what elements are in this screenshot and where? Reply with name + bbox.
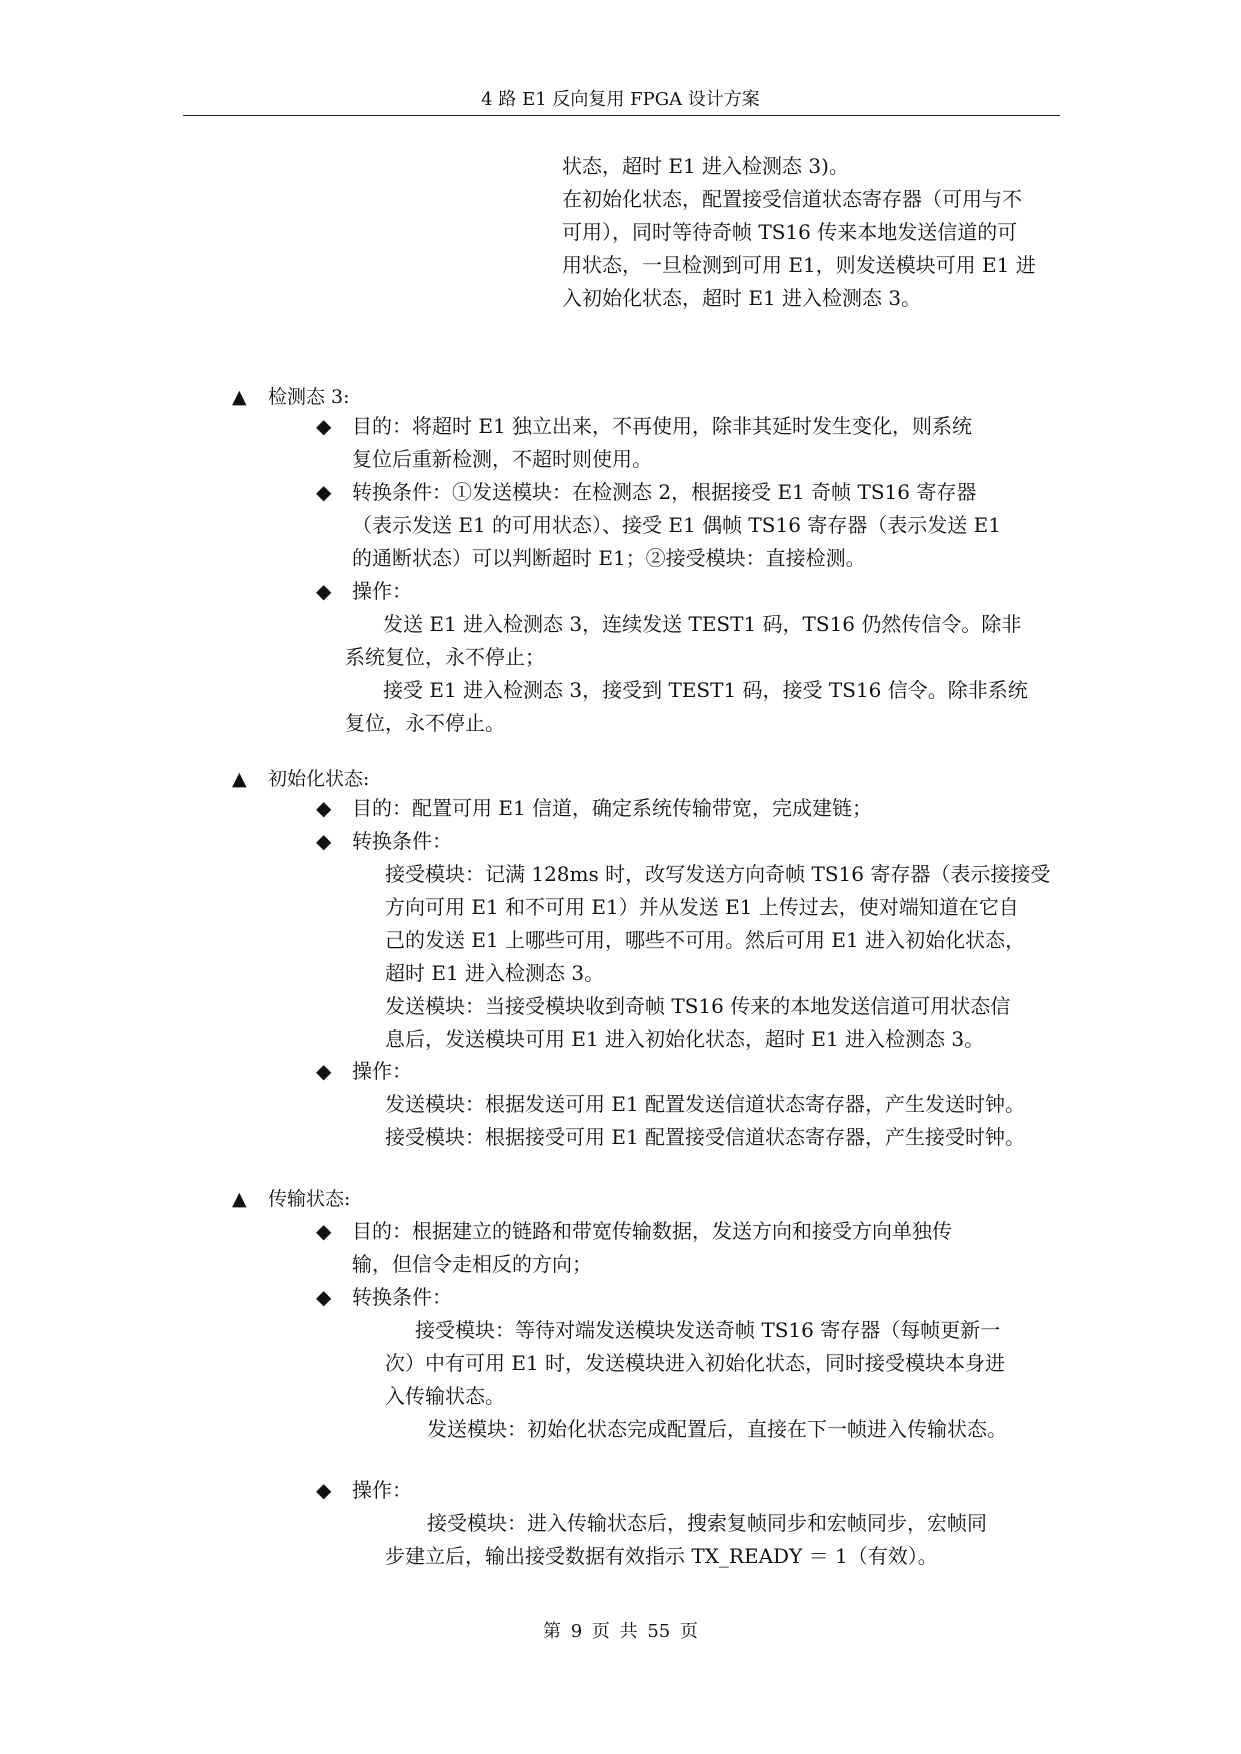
top-line: 状态，超时 E1 进入检测态 3)。 (562, 154, 849, 178)
diamond-bullet-icon: ◆ (316, 480, 332, 504)
header-rule (183, 115, 1060, 116)
triangle-bullet-icon: ▲ (232, 386, 247, 408)
list-item: ◆ 目的：根据建立的链路和带宽传输数据，发送方向和接受方向单独传 输，但信令走相反的方向； (352, 1215, 1062, 1281)
list-item: ◆ 转换条件：①发送模块：在检测态 2，根据接受 E1 奇帧 TS16 寄存器 （表示发送 E1 的可用状态）、接受 E1 偶帧 TS16 寄存器（表示发送 E1 的通断状态）可以判断超时 E1；②接受模块：直接检测。 (352, 476, 1062, 575)
diamond-bullet-icon: ◆ (316, 829, 332, 853)
diamond-bullet-icon: ◆ (316, 1478, 332, 1502)
diamond-bullet-icon: ◆ (316, 1285, 332, 1309)
transfer-operation: 接受模块：进入传输状态后，搜索复帧同步和宏帧同步，宏帧同 步建立后，输出接受数据有效指示 TX_READY ＝ 1（有效）。 (385, 1511, 987, 1568)
triangle-bullet-icon: ▲ (232, 768, 247, 790)
diamond-bullet-icon: ◆ (316, 1059, 332, 1083)
list-item: ◆ 转换条件： (352, 825, 452, 858)
init-condition: 接受模块：记满 128ms 时，改写发送方向奇帧 TS16 寄存器（表示接接受 方向可用 E1 和不可用 E1）并从发送 E1 上传过去，使对端知道在它自 己的发送 E1 上哪些可用，哪些不可用。然后可用 E1 进入初始化状态， 超时 E1 进入检测态 3。 发送模块：当接受模块收到奇帧 TS16 传来的本地发送信道可用状态信 息后，发送模块可用 E1 进入初始化状态，超时 E1 进入检测态 3。 (385, 862, 1051, 1051)
triangle-bullet-icon: ▲ (232, 1188, 247, 1210)
top-continuation (562, 150, 1062, 315)
page-number: 第 9 页 共 55 页 (543, 1621, 698, 1642)
diamond-bullet-icon: ◆ (316, 1219, 332, 1243)
list-item: ◆ 操作： (352, 1055, 412, 1088)
list-item: ◆ 目的：配置可用 E1 信道，确定系统传输带宽，完成建链； (352, 792, 872, 825)
page-header: 4 路 E1 反向复用 FPGA 设计方案 (481, 89, 760, 110)
top-para-line: 用状态，一旦检测到可用 E1，则发送模块可用 E1 进 (562, 253, 1036, 277)
list-item: ◆ 操作： (352, 575, 412, 608)
top-para-line: 入初始化状态，超时 E1 进入检测态 3。 (562, 286, 922, 310)
transfer-condition: 接受模块：等待对端发送模块发送奇帧 TS16 寄存器（每帧更新一 次）中有可用 E1 时，发送模块进入初始化状态，同时接受模块本身进 入传输状态。 发送模块：初始化状态完成配置后，直接在下一帧进入传输状态。 (385, 1318, 1007, 1441)
top-para-line: 在初始化状态，配置接受信道状态寄存器（可用与不 (562, 187, 1022, 211)
section-title-transfer: ▲ 传输状态: (232, 1184, 350, 1214)
diamond-bullet-icon: ◆ (316, 796, 332, 820)
top-para-line: 可用），同时等待奇帧 TS16 传来本地发送信道的可 (562, 220, 1018, 244)
diamond-bullet-icon: ◆ (316, 579, 332, 603)
init-operation: 发送模块：根据发送可用 E1 配置发送信道状态寄存器，产生发送时钟。 接受模块：根据接受可用 E1 配置接受信道状态寄存器，产生接受时钟。 (385, 1092, 1026, 1149)
diamond-bullet-icon: ◆ (316, 414, 332, 438)
list-item: ◆ 转换条件： (352, 1281, 452, 1314)
list-item: ◆ 目的：将超时 E1 独立出来，不再使用，除非其延时发生变化，则系统 复位后重新检测，不超时则使用。 (352, 410, 1062, 476)
section-title-detect3: ▲ 检测态 3: (232, 382, 350, 412)
list-item: ◆ 操作： (352, 1474, 412, 1507)
section-title-init: ▲ 初始化状态: (232, 764, 369, 794)
detect3-operation: 发送 E1 进入检测态 3，连续发送 TEST1 码，TS16 仍然传信令。除非 系统复位，永不停止； 接受 E1 进入检测态 3，接受到 TEST1 码，接受 TS16 信令。除非系统 复位，永不停止。 (345, 612, 1028, 735)
